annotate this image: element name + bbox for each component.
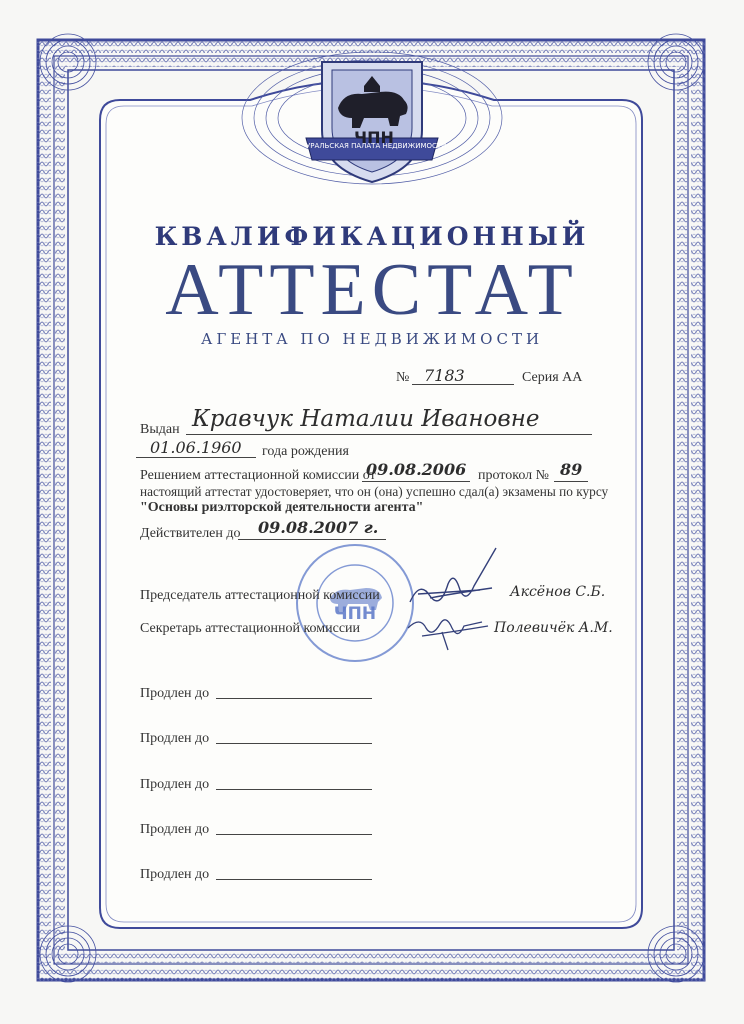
course-name: "Основы риэлторской деятельности агента" — [140, 500, 424, 515]
secretary-name: Полевичёк А.М. — [494, 620, 613, 636]
protocol-label: протокол № — [478, 468, 549, 483]
extension-line-3 — [216, 789, 372, 790]
decision-label: Решением аттестационной комиссии от — [140, 468, 376, 483]
extension-line-5 — [216, 879, 372, 880]
birth-label: года рождения — [262, 444, 349, 459]
secretary-signature — [402, 602, 494, 654]
number-label: № — [396, 370, 410, 385]
validity-label: Действителен до — [140, 526, 241, 541]
series-label: Серия АА — [522, 370, 583, 385]
birth-date: 01.06.1960 — [150, 438, 242, 457]
protocol-underline — [554, 481, 588, 482]
title-line-qualification: КВАЛИФИКАЦИОННЫЙ — [154, 222, 590, 251]
validity-date: 09.08.2007 г. — [258, 518, 379, 537]
decision-date: 09.08.2006 — [366, 460, 467, 479]
recipient-name: Кравчук Наталии Ивановне — [192, 406, 540, 432]
statement-text: настоящий аттестат удостоверяет, что он (она) успешно сдал(а) экзамены по курсу — [140, 484, 609, 499]
title-line-certificate: АТТЕСТАТ — [165, 249, 579, 331]
decision-date-underline — [362, 481, 470, 482]
title-line-agent: АГЕНТА ПО НЕДВИЖИМОСТИ — [200, 330, 544, 348]
emblem-text: ЧПН — [354, 128, 394, 147]
extension-line-1 — [216, 698, 372, 699]
extension-label-1: Продлен до — [140, 686, 210, 701]
extension-line-4 — [216, 834, 372, 835]
stamp-center-text: ЧПН — [333, 604, 377, 624]
secretary-label: Секретарь аттестационной комиссии — [140, 621, 361, 636]
extension-label-4: Продлен до — [140, 822, 210, 837]
extension-label-5: Продлен до — [140, 867, 210, 882]
birth-underline — [136, 457, 256, 458]
chair-name: Аксёнов С.Б. — [510, 584, 606, 600]
certificate-number: 7183 — [424, 366, 465, 385]
emblem-ribbon-text: УРАЛЬСКАЯ ПАЛАТА НЕДВИЖИМОСТИ — [306, 142, 447, 150]
extension-label-3: Продлен до — [140, 777, 210, 792]
protocol-number: 89 — [560, 460, 583, 479]
chair-label: Председатель аттестационной комиссии — [140, 588, 380, 603]
issued-label: Выдан — [140, 422, 180, 437]
name-underline — [186, 434, 592, 435]
extension-label-2: Продлен до — [140, 731, 210, 746]
extension-line-2 — [216, 743, 372, 744]
